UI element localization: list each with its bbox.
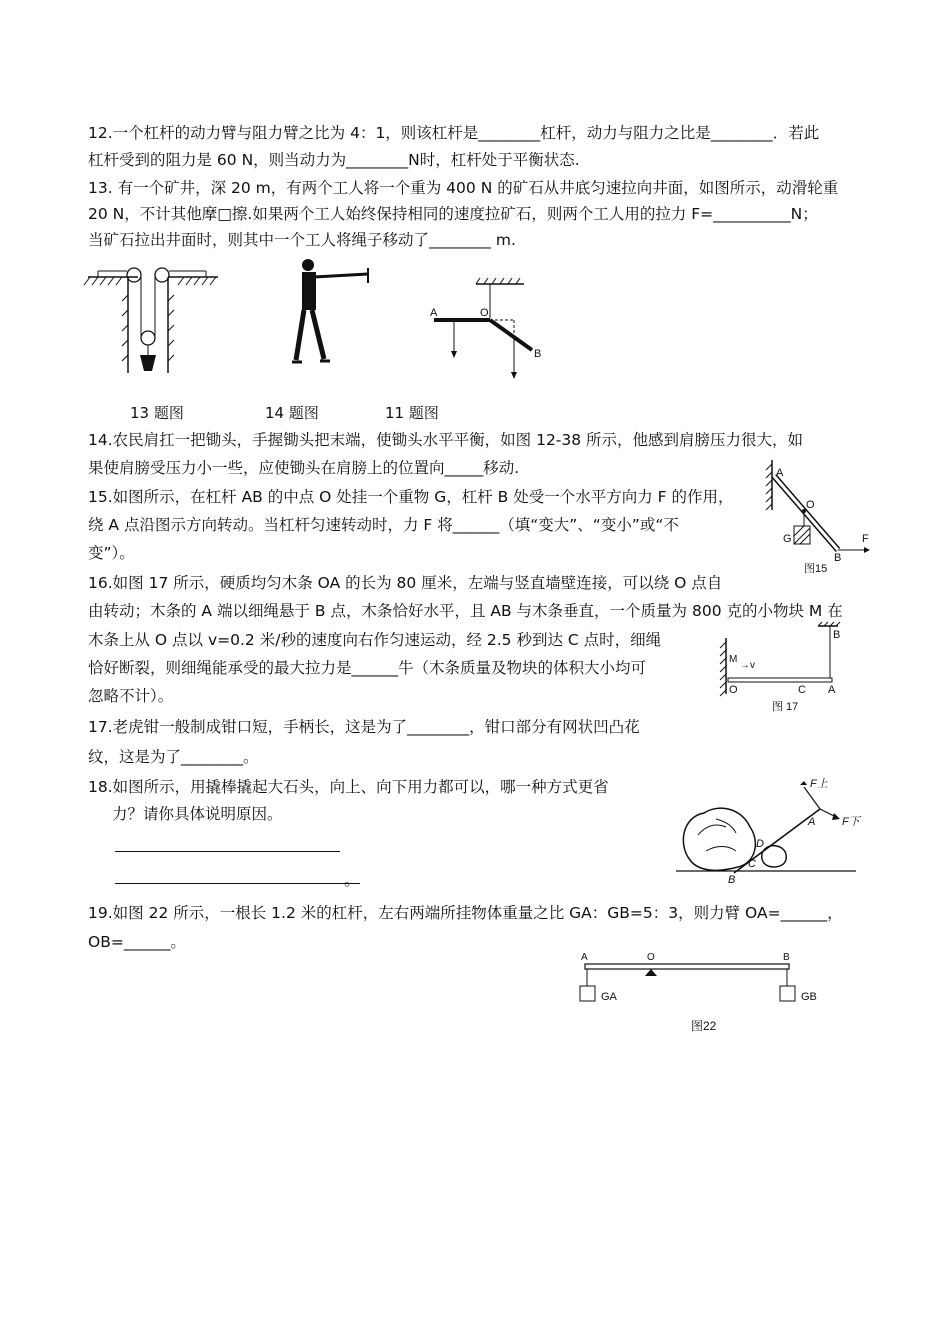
fig22-label-a: A (581, 952, 588, 963)
fig17-label-o: O (729, 684, 738, 696)
farmer-hoe-figure (280, 255, 375, 367)
crowbar-rock-figure (676, 775, 866, 887)
q16-line1: 16.如图 17 所示，硬质均匀木条 OA 的长为 80 厘米，左端与竖直墙壁连接，可以绕 O 点自 (88, 574, 723, 592)
q18-answer-line1[interactable] (115, 851, 340, 852)
fig17-caption: 图 17 (772, 701, 799, 713)
q18-line1: 18.如图所示，用撬棒撬起大石头，向上、向下用力都可以，哪一种方式更省 (88, 778, 609, 796)
fig11-label-a: A (430, 307, 438, 319)
fig22-label-b: B (783, 952, 790, 963)
q16-line2: 由转动；木条的 A 端以细绳悬于 B 点，木条恰好水平，且 AB 与木条垂直，一个质量为 800 克的小物块 M 在 (88, 602, 843, 620)
fig18-label-fdown: F下 (842, 816, 860, 828)
q16-line4: 恰好断裂，则细绳能承受的最大拉力是______牛（木条质量及物块的体积大小均可 (88, 659, 647, 677)
q18-line2: 力？请你具体说明原因。 (112, 805, 283, 823)
fig18-label-a: A (808, 816, 816, 828)
fig18-label-b: B (728, 874, 736, 886)
q12-line2: 杠杆受到的阻力是 60 N，则当动力为________N时，杠杆处于平衡状态. (88, 151, 580, 169)
q14-line1: 14.农民肩扛一把锄头，手握锄头把末端，使锄头水平平衡，如图 12-38 所示，他感到肩膀压力很大，如 (88, 431, 804, 449)
pulley-well-figure (88, 255, 218, 380)
q15-line3: 变”）。 (88, 544, 135, 562)
fig18-label-fup: F上 (810, 778, 828, 790)
fig15-caption: 图15 (804, 563, 828, 575)
fig15-label-b: B (834, 552, 842, 564)
q19-line1: 19.如图 22 所示，一根长 1.2 米的杠杆，左右两端所挂物体重量之比 GA：GB=5：3，则力臂 OA=______， (88, 904, 843, 922)
q19-line2: OB=______。 (88, 933, 186, 951)
fig17-label-m: M (729, 654, 738, 665)
q15-line1: 15.如图所示，在杠杆 AB 的中点 O 处挂一个重物 G，杠杆 B 处受一个水平方向力 F 的作用， (88, 488, 734, 506)
q16-line3: 木条上从 O 点以 v=0.2 米/秒的速度向右作匀速运动，经 2.5 秒到达 C 点时，细绳 (88, 631, 662, 649)
caption-fig13: 13 题图 (130, 404, 184, 422)
fig22-caption: 图22 (691, 1019, 717, 1033)
fig22-label-gb: GB (801, 991, 817, 1003)
q17-line2: 纹，这是为了________。 (88, 748, 259, 766)
q12-line1: 12.一个杠杆的动力臂与阻力臂之比为 4：1，则该杠杆是________杠杆，动力与阻力之比是________．若此 (88, 124, 820, 142)
q14-line2: 果使肩膀受压力小一些，应使锄头在肩膀上的位置向_____移动. (88, 459, 520, 477)
fig15-label-g: G (783, 533, 792, 545)
fig17-label-c: C (798, 684, 806, 696)
caption-fig14: 14 题图 (265, 404, 319, 422)
fig11-label-b: B (534, 348, 542, 360)
fig15-label-a: A (776, 467, 784, 479)
fig22-label-o: O (647, 952, 655, 963)
figure-22-lever (575, 948, 825, 1038)
fig17-label-b: B (833, 629, 841, 641)
fig17-label-a: A (828, 684, 836, 696)
q13-line3: 当矿石拉出井面时，则其中一个工人将绳子移动了________ m. (88, 231, 516, 249)
fig18-label-c: C (748, 858, 756, 870)
q16-line5: 忽略不计）。 (88, 687, 174, 705)
q15-line2: 绕 A 点沿图示方向转动。当杠杆匀速转动时，力 F 将______（填“变大”、“变小”或“不 (88, 516, 679, 534)
fig11-label-o: O (480, 307, 489, 319)
q17-line1: 17.老虎钳一般制成钳口短，手柄长，这是为了________，钳口部分有网状凹凸花 (88, 718, 640, 736)
q13-line2: 20 N，不计其他摩□擦.如果两个工人始终保持相同的速度拉矿石，则两个工人用的拉力 F=__________N； (88, 205, 818, 223)
fig17-label-v: →v (740, 660, 755, 671)
q18-answer-line2[interactable] (115, 883, 360, 884)
fig15-label-o: O (806, 499, 815, 511)
fig15-label-f: F (862, 533, 869, 545)
figure-15-lever (764, 458, 874, 576)
lever-aob-figure (428, 278, 548, 383)
figure-17-beam (714, 622, 844, 714)
fig22-label-ga: GA (601, 991, 617, 1003)
q18-end-mark: 。 (344, 871, 360, 889)
caption-fig11: 11 题图 (385, 404, 439, 422)
q13-line1: 13. 有一个矿井，深 20 m，有两个工人将一个重为 400 N 的矿石从井底匀速拉向井面，如图所示，动滑轮重 (88, 179, 839, 197)
fig18-label-d: D (756, 838, 764, 850)
